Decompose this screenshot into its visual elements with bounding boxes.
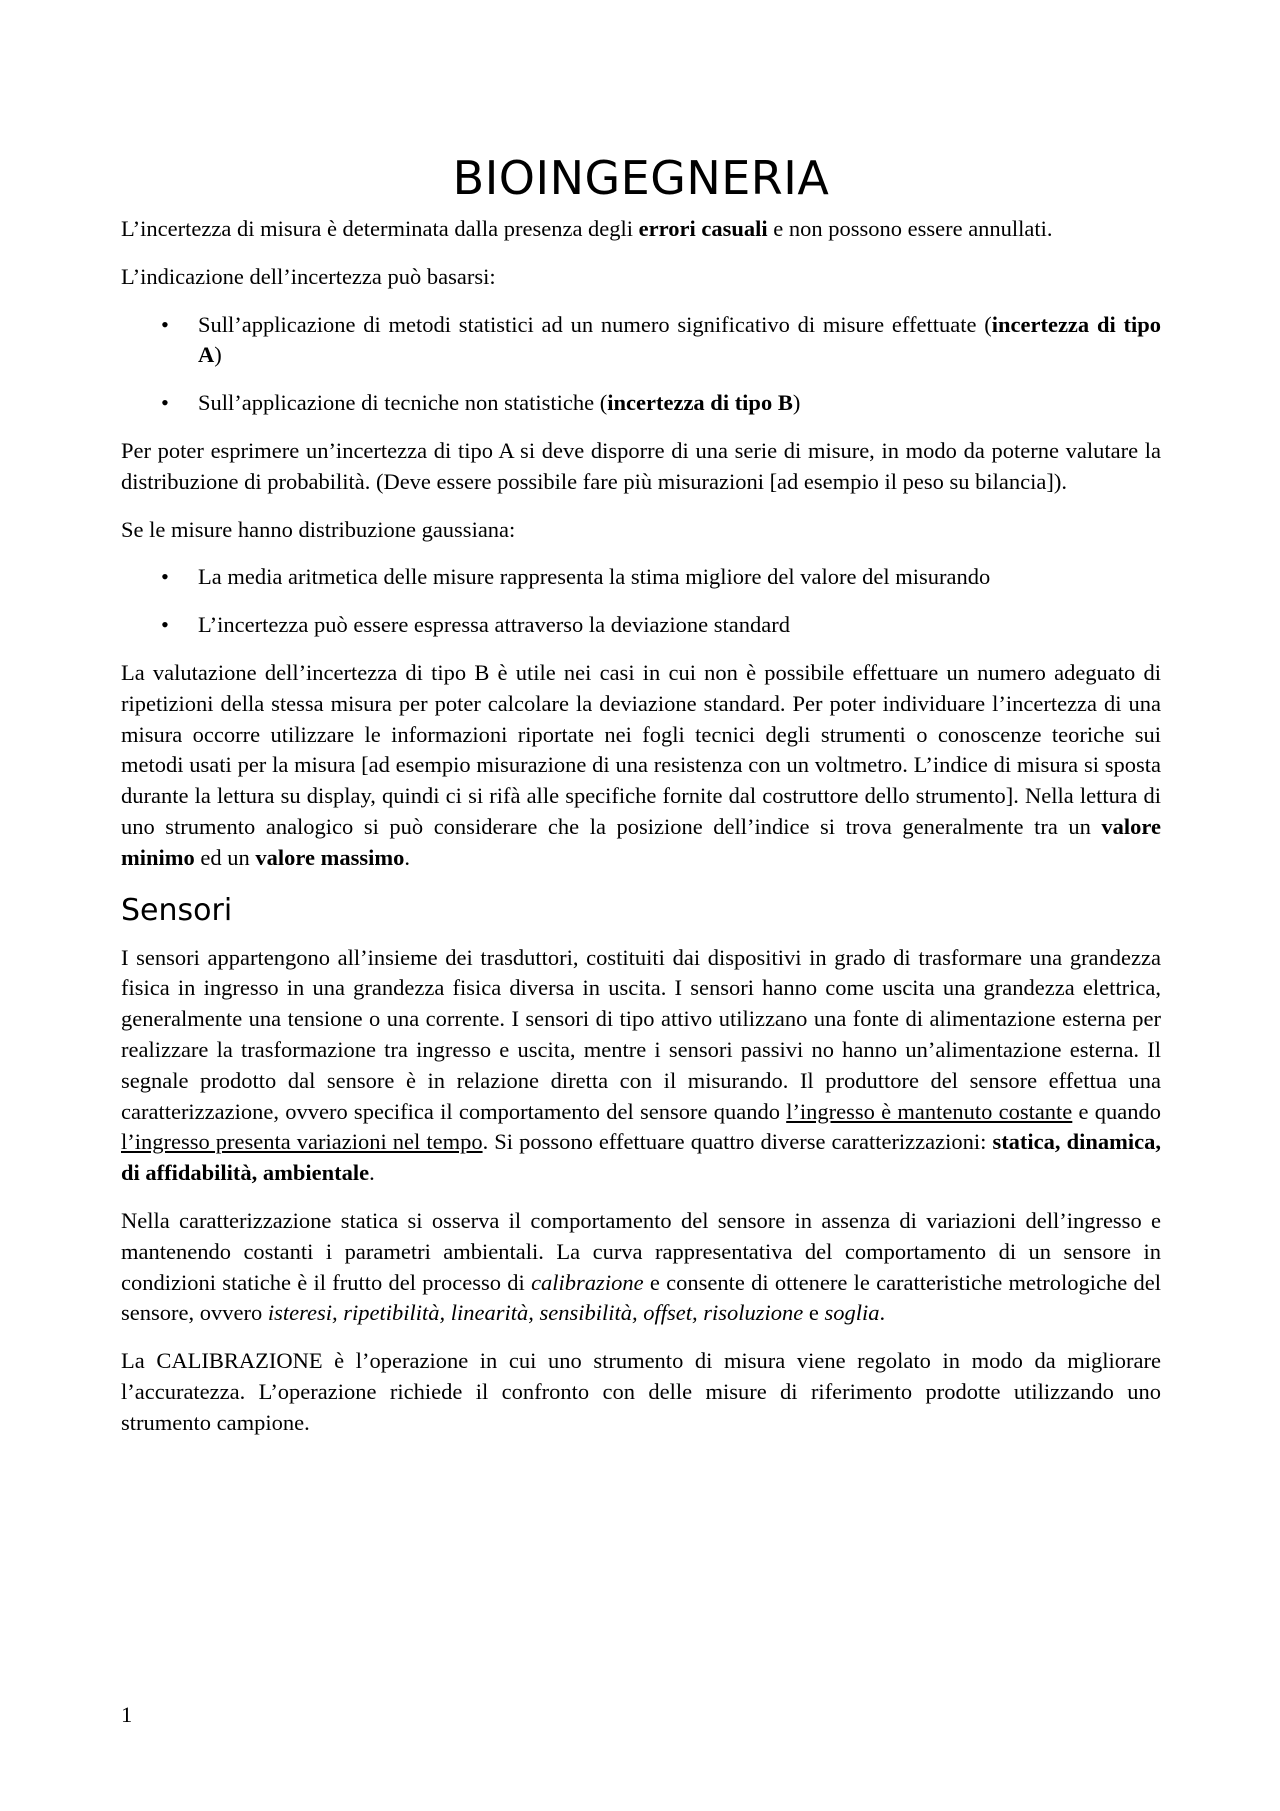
paragraph-type-b (121, 658, 1161, 874)
bold-term: errori casuali (638, 216, 768, 241)
document-title: BIOINGEGNERIA (452, 151, 830, 205)
bullet-icon: • (161, 564, 169, 590)
bold-separator: , (251, 1160, 263, 1186)
underlined-text: l’ingresso presenta variazioni nel tempo (121, 1129, 483, 1155)
text-run: e quando (1072, 1098, 1161, 1124)
bold-term: ambientale (262, 1160, 370, 1186)
text-run: Sull’applicazione di tecniche non statistiche ( (198, 390, 608, 416)
italic-term: calibrazione (531, 1269, 644, 1295)
list-item (121, 388, 1161, 419)
text-run: . (879, 1300, 886, 1326)
paragraph-sensors (121, 943, 1161, 1189)
bold-term: incertezza di tipo A (198, 311, 1161, 368)
text-run: . (369, 1160, 375, 1186)
bold-term: di affidabilità (121, 1160, 252, 1186)
list-item (121, 562, 1161, 593)
page-number: 1 (121, 1702, 133, 1727)
bold-term: valore minimo (121, 813, 1161, 870)
bold-separator: , (1054, 1129, 1067, 1155)
bold-term: dinamica (1066, 1129, 1156, 1155)
bullet-icon: • (161, 390, 169, 416)
bullet-icon: • (161, 612, 169, 638)
text-run: ) (214, 342, 222, 368)
text-run: e (803, 1300, 825, 1326)
paragraph-uncertainty-basis: L’indicazione dell’incertezza può basarsi: (121, 263, 496, 289)
underlined-text: l’ingresso è mantenuto costante (786, 1098, 1073, 1124)
gaussian-list (121, 562, 1161, 641)
text-run: e non possono essere annullati. (767, 216, 1053, 241)
bold-term: statica (992, 1129, 1055, 1155)
bullet-icon: • (161, 311, 169, 337)
bold-term: valore massimo (255, 844, 405, 870)
text-run: L’incertezza può essere espressa attraverso la deviazione standard (198, 612, 791, 638)
text-run: . (404, 844, 410, 870)
paragraph-calibration: La CALIBRAZIONE è l’operazione in cui uno strumento di misura viene regolato in modo da migliorare l’accuratezza. L’operazione richiede il confronto con delle misure di riferimento prodotte utilizzando uno strumento campione. (121, 1348, 1161, 1435)
text-run: La media aritmetica delle misure rappresenta la stima migliore del valore del misurando (198, 564, 991, 590)
text-run: ) (792, 390, 801, 416)
italic-term: isteresi, ripetibilità, linearità, sensibilità, offset, risoluzione (267, 1300, 804, 1326)
document-page (121, 150, 1161, 1456)
paragraph-gaussian: Se le misure hanno distribuzione gaussiana: (121, 516, 516, 542)
list-item (121, 310, 1161, 372)
paragraph-uncertainty-intro (121, 214, 1161, 245)
text-run: La valutazione dell’incertezza di tipo B è utile nei casi in cui non è possibile effettuare un numero adeguato di ripetizioni della stessa misura per poter calcolare la deviazione standard. Per poter individuare l’incertezza di una misura occorre utilizzare le informazioni riportate nei fogli tecnici degli strumenti o conoscenze teoriche sui metodi usati per la misura [ad esempio misurazione di una resistenza con un voltmetro. L’indice di misura si sposta durante la lettura su display, quindi ci si rifà alle specifiche fornite dal costruttore dello strumento]. Nella lettura di uno strumento analogico si può considerare che la posizione dell’indice si trova generalmente tra un (121, 659, 1161, 839)
section-heading-sensori: Sensori (121, 892, 233, 928)
text-run: Sull’applicazione di metodi statistici ad un numero significativo di misure effettuate ( (198, 311, 992, 337)
text-run: Nella caratterizzazione statica si osserva il comportamento del sensore in assenza di variazioni dell’ingresso e mantenendo costanti i parametri ambientali. La curva rappresentativa del comportamento di un sensore in condizioni statiche è il frutto del processo di (121, 1207, 1161, 1295)
paragraph-type-a: Per poter esprimere un’incertezza di tipo A si deve disporre di una serie di misure, in modo da poterne valutare la distribuzione di probabilità. (Deve essere possibile fare più misurazioni [ad esempio il peso su bilancia]). (121, 437, 1161, 494)
text-run: e consente di ottenere le caratteristiche metrologiche del sensore, ovvero (121, 1269, 1161, 1326)
list-item (121, 610, 1161, 641)
bold-term: incertezza di tipo B (607, 390, 793, 416)
bold-separator: , (1155, 1129, 1161, 1155)
text-run: I sensori appartengono all’insieme dei trasduttori, costituiti dai dispositivi in grado di trasformare una grandezza fisica in ingresso in una grandezza fisica diversa in uscita. I sensori hanno come uscita una grandezza elettrica, generalmente una tensione o una corrente. I sensori di tipo attivo utilizzano una fonte di alimentazione esterna per realizzare la trasformazione tra ingresso e uscita, mentre i sensori passivi no hanno un’alimentazione esterna. Il segnale prodotto dal sensore è in relazione diretta con il misurando. Il produttore del sensore effettua una caratterizzazione, ovvero specifica il comportamento del sensore quando (121, 944, 1161, 1124)
italic-term: soglia (824, 1300, 880, 1326)
text-run: . Si possono effettuare quattro diverse caratterizzazioni: (482, 1129, 993, 1155)
paragraph-static-characterization (121, 1206, 1161, 1329)
text-run: L’incertezza di misura è determinata dalla presenza degli (121, 216, 639, 241)
uncertainty-types-list (121, 310, 1161, 419)
text-run: ed un (194, 844, 256, 870)
